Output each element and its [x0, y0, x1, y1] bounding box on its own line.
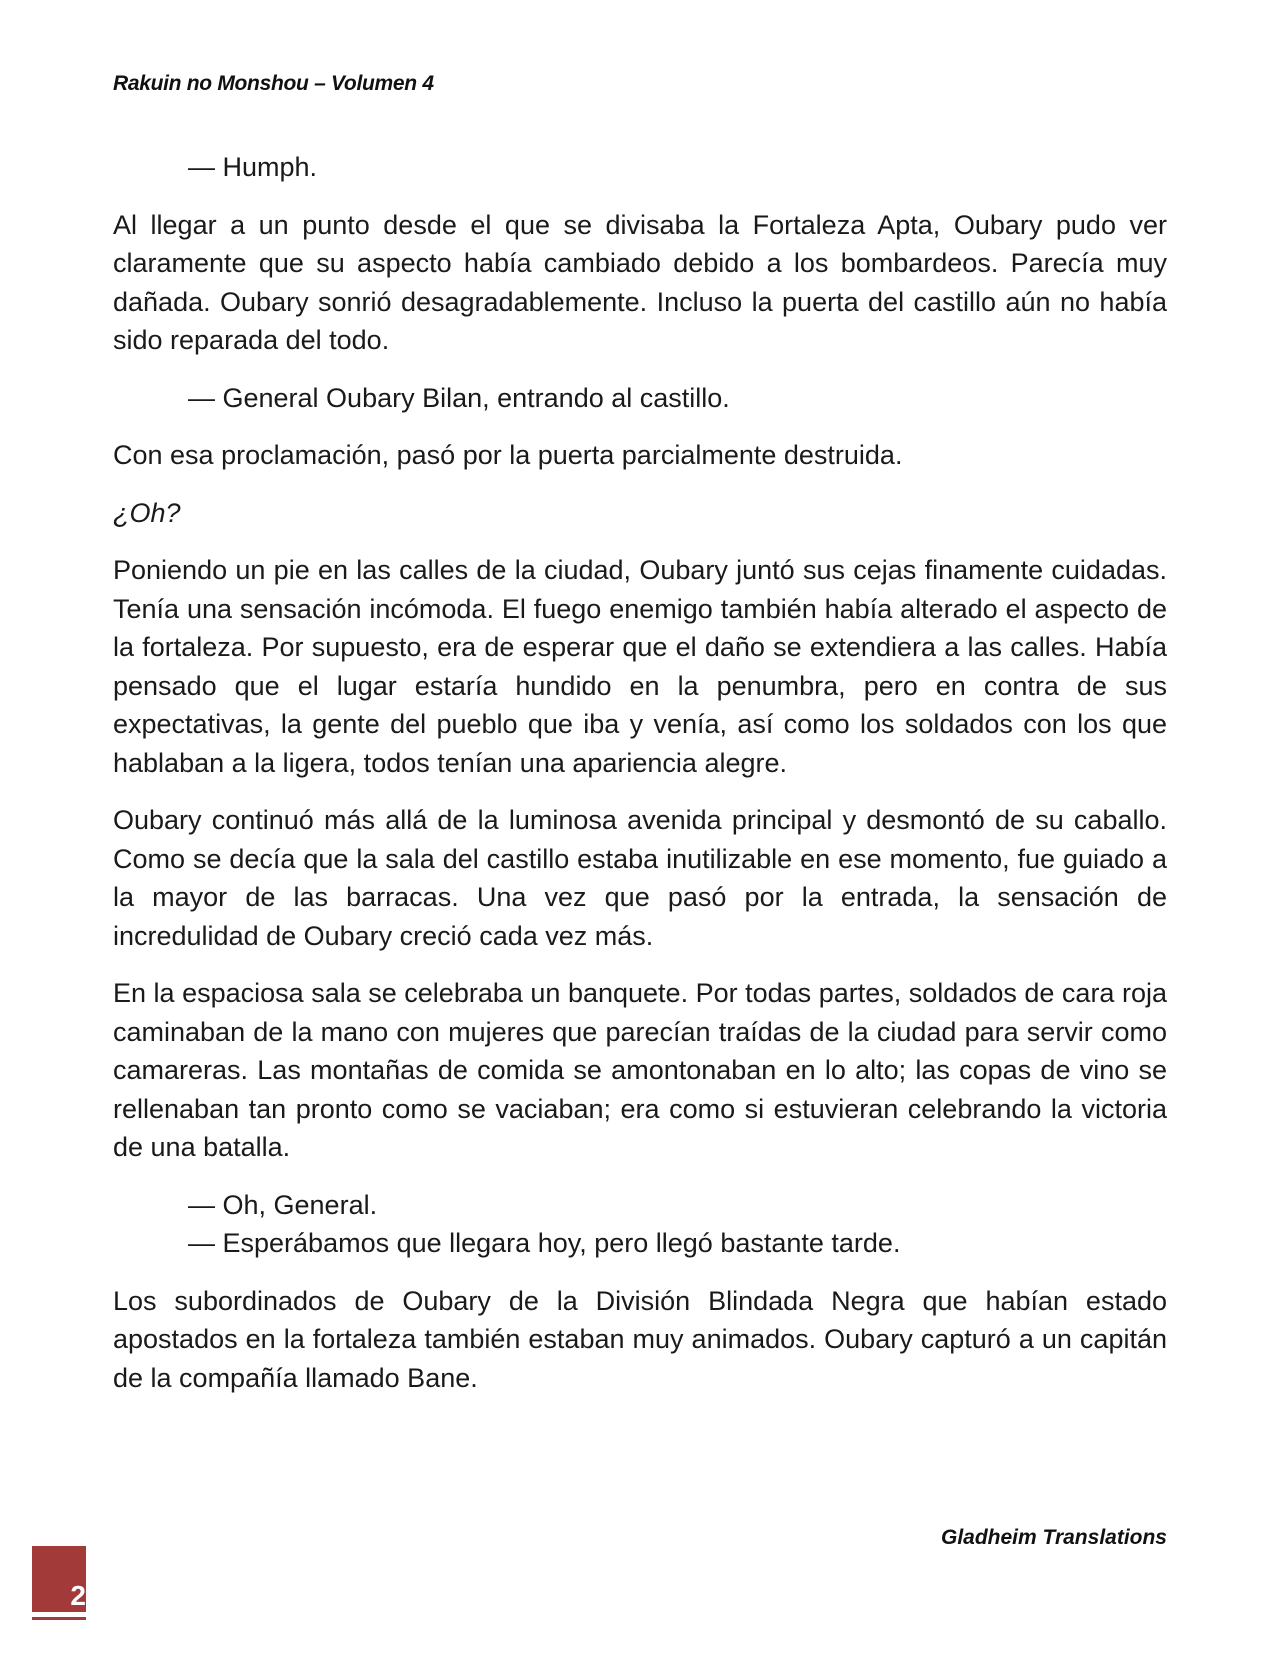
- page-number-underline: [32, 1617, 86, 1620]
- paragraph-dialogue: — Humph.: [188, 152, 318, 182]
- paragraph: En la espaciosa sala se celebraba un banquete. Por todas partes, soldados de cara roja caminaban de la mano con mujeres que parecían traídas de la ciudad para servir como camareras. Las montañas de comida se amontonaban en lo alto; las copas de vino se rellenaban tan pronto como se vaciaban; era como si estuvieran celebrando la victoria de una batalla.: [113, 978, 1167, 1162]
- page-number-badge: [32, 1546, 86, 1612]
- paragraph: Los subordinados de Oubary de la División Blindada Negra que habían estado apostados en la fortaleza también estaban muy animados. Oubary capturó a un capitán de la compañía llamado Bane.: [113, 1285, 1167, 1393]
- running-header: Rakuin no Monshou – Volumen 4: [113, 72, 434, 95]
- paragraph: Oubary continuó más allá de la luminosa avenida principal y desmontó de su caballo. Como se decía que la sala del castillo estaba inutilizable en ese momento, fue guiado a la mayor de las barracas. Una vez que pasó por la entrada, la sensación de incredulidad de Oubary creció cada vez más.: [113, 805, 1167, 951]
- paragraph-dialogue: — General Oubary Bilan, entrando al castillo.: [188, 382, 730, 413]
- paragraph-dialogue: — Oh, General.: [188, 1189, 378, 1220]
- page-body: [113, 148, 1167, 1416]
- page-number: 2: [70, 1580, 86, 1611]
- paragraph: Poniendo un pie en las calles de la ciudad, Oubary juntó sus cejas finamente cuidadas. Tenía una sensación incómoda. El fuego enemigo también había alterado el aspecto de la fortaleza. Por supuesto, era de esperar que el daño se extendiera a las calles. Había pensado que el lugar estaría hundido en la penumbra, pero en contra de sus expectativas, la gente del pueblo que iba y venía, así como los soldados con los que hablaban a la ligera, todos tenían una apariencia alegre.: [113, 555, 1167, 778]
- paragraph-thought: ¿Oh?: [113, 497, 181, 528]
- paragraph-dialogue: — Esperábamos que llegara hoy, pero llegó bastante tarde.: [188, 1228, 901, 1258]
- translator-credit: Gladheim Translations: [940, 1526, 1167, 1549]
- paragraph: Al llegar a un punto desde el que se divisaba la Fortaleza Apta, Oubary pudo ver claramente que su aspecto había cambiado debido a los bombardeos. Parecía muy dañada. Oubary sonrió desagradablemente. Incluso la puerta del castillo aún no había sido reparada del todo.: [113, 209, 1167, 355]
- paragraph: Con esa proclamación, pasó por la puerta parcialmente destruida.: [113, 440, 903, 470]
